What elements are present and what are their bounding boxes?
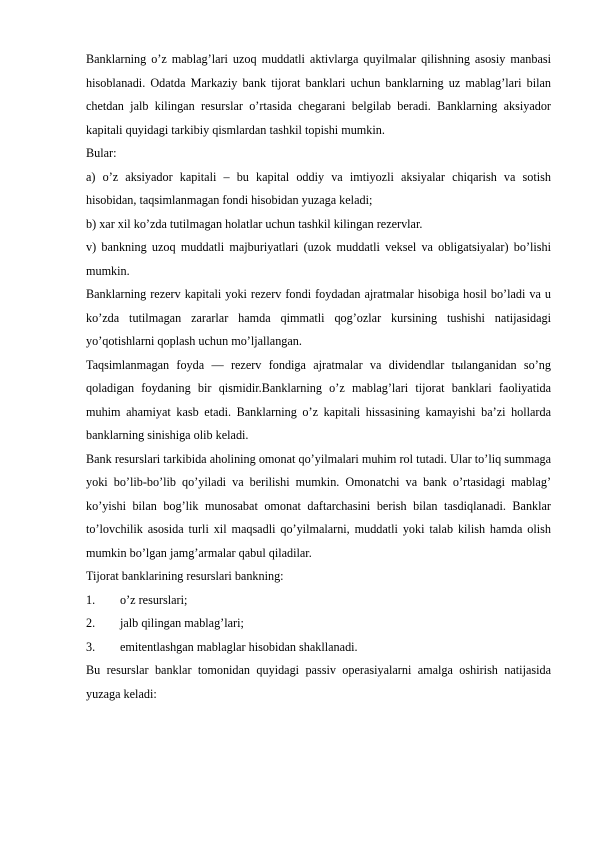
paragraph-own-funds: Banklarning o’z mablag’lari uzoq muddatli aktivlarga quyilmalar qilishning asosiy manbasi hisoblanadi. Odatda Markaziy bank tijorat banklari uchun banklarning uz mablag’lari bilan chetdan jalb kilingan resurslar o’rtasida chegarani belgilab beradi. Banklarning aksiyador kapitali quyidagi tarkibiy qismlardan tashkil topishi mumkin. [86, 52, 551, 137]
list-item [86, 612, 551, 636]
paragraph-item-a: a) o’z aksiyador kapitali – bu kapital oddiy va imtiyozli aksiyalar chiqarish va sotish hisobidan, taqsimlanmagan fondi hisobidan yuzaga keladi; [86, 169, 551, 207]
paragraph-deposits: Bank resurslari tarkibida aholining omonat qo’yilmalari muhim rol tutadi. Ular to’liq summaga yoki bo’lib-bo’lib qo’yiladi va berilishi mumkin. Omonatchi va bank o’rtasidagi mablag’ ko’yishi bilan bog’lik munosabat omonat daftarchasini berish bilan tasdiqlanadi. Banklar to’lovchilik asosida turli xil maqsadli qo’yilmalarni, muddatli yoki talab kilish hamda olish mumkin bo’lgan jamg’armalar qabul qiladilar. [86, 451, 551, 560]
document-page [86, 48, 551, 706]
list-text: jalb qilingan mablag’lari; [120, 616, 244, 630]
paragraph-passive-operations: Bu resurslar banklar tomonidan quyidagi passiv operasiyalarni amalga oshirish natijasida yuzaga keladi: [86, 663, 551, 701]
list-number: 3. [86, 639, 96, 654]
paragraph-retained-earnings: Taqsimlanmagan foyda — rezerv fondiga ajratmalar va dividendlar tыlanganidan so’ng qoladigan foydaning bir qismidir.Banklarning o’z mablag’lari tijorat banklari faoliyatida muhim ahamiyat kasb etadi. Banklarning o’z kapitali hissasining kamayishi ba’zi hollarda banklarning sinishiga olib keladi. [86, 357, 551, 442]
paragraph-resources-intro: Tijorat banklarining resurslari bankning: [86, 569, 284, 583]
paragraph-item-v: v) bankning uzoq muddatli majburiyatlari (uzok muddatli veksel va obligatsiyalar) bo’lishi mumkin. [86, 240, 551, 278]
list-item [86, 636, 551, 660]
list-text: emitentlashgan mablaglar hisobidan shakllanadi. [120, 639, 358, 654]
paragraph-bular: Bular: [86, 146, 117, 160]
list-number: 2. [86, 616, 96, 630]
list-item [86, 589, 551, 613]
paragraph-reserve-capital: Banklarning rezerv kapitali yoki rezerv fondi foydadan ajratmalar hisobiga hosil bo’ladi va u ko’zda tutilmagan zararlar hamda qimmatli qog’ozlar kursining tushishi natijasidagi yo’qotishlarni qoplash uchun mo’ljallangan. [86, 287, 551, 348]
paragraph-item-b: b) xar xil ko’zda tutilmagan holatlar uchun tashkil kilingan rezervlar. [86, 216, 423, 231]
list-text: o’z resurslari; [120, 592, 188, 607]
list-number: 1. [86, 592, 96, 607]
